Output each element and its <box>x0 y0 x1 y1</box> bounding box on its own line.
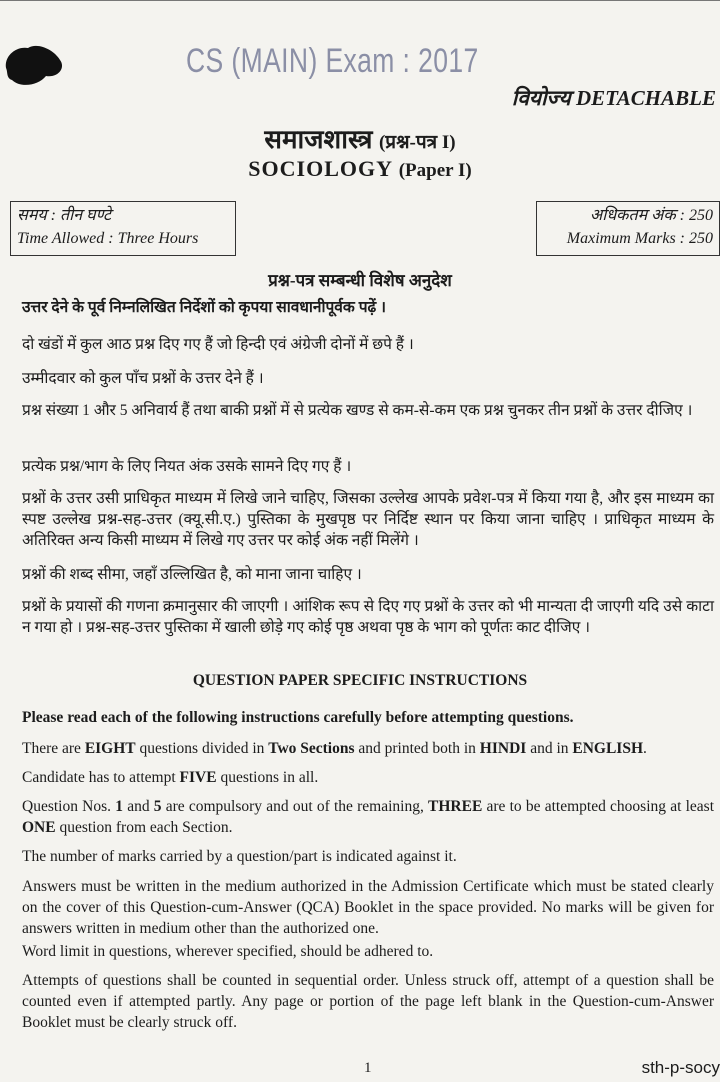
english-instructions-heading: QUESTION PAPER SPECIFIC INSTRUCTIONS <box>192 672 528 689</box>
hindi-instruction-5: प्रश्नों के उत्तर उसी प्राधिकृत माध्यम में लिखे जाने चाहिए, जिसका उल्लेख आपके प्रवेश-पत्र में किया गया है, और इस माध्यम का स्पष्ट उल्लेख प्रश्न-सह-उत्तर (क्यू.सी.ए.) पुस्तिका के मुखपृष्ठ पर निर्दिष्ट स्थान पर किया जाना चाहिए । प्राधिकृत माध्यम के अतिरिक्त अन्य किसी माध्यम में लिखे गए उत्तर पर कोई अंक नहीं मिलेंगे । <box>22 490 714 549</box>
hindi-instruction-4: प्रत्येक प्रश्न/भाग के लिए नियत अंक उसके सामने दिए गए हैं । <box>22 458 352 475</box>
detachable-label: वियोज्य DETACHABLE <box>511 86 716 110</box>
emphasis-one: ONE <box>22 819 56 836</box>
subject-name-hindi: समाजशास्त्र <box>264 125 373 154</box>
exam-stamp: CS (MAIN) Exam : 2017 <box>186 42 479 80</box>
english-lead: Please read each of the following instructions carefully before attempting questions. <box>22 709 574 726</box>
paper-number-hindi: (प्रश्न-पत्र I) <box>378 132 456 153</box>
hindi-instructions-heading: प्रश्न-पत्र सम्बन्धी विशेष अनुदेश <box>268 271 452 290</box>
english-instruction-4: The number of marks carried by a question/part is indicated against it. <box>22 848 457 865</box>
emphasis-english: ENGLISH <box>572 740 644 757</box>
emphasis-q1: 1 <box>115 798 123 815</box>
emphasis-two-sections: Two Sections <box>268 740 355 757</box>
english-instruction-2 <box>22 767 714 788</box>
emphasis-eight: EIGHT <box>84 740 136 757</box>
english-instruction-6: Word limit in questions, wherever specified, should be adhered to. <box>22 943 434 960</box>
text-span: questions in all. <box>216 769 319 786</box>
marks-english: Maximum Marks : 250 <box>566 230 713 247</box>
hindi-lead: उत्तर देने के पूर्व निम्नलिखित निर्देशों को कृपया सावधानीपूर्वक पढ़ें । <box>22 299 386 316</box>
ink-blot-mark <box>2 40 66 92</box>
text-span: are compulsory and out of the remaining, <box>161 798 429 815</box>
time-english: Time Allowed : Three Hours <box>17 230 199 247</box>
subject-name-english: SOCIOLOGY <box>248 156 393 181</box>
english-instruction-1 <box>22 738 714 759</box>
english-instruction-7: Attempts of questions shall be counted in sequential order. Unless struck off, attempt of a question shall be counted even if attempted partly. Any page or portion of the page left blank in the Question-cum-Answer Booklet must be clearly struck off. <box>22 972 714 1031</box>
emphasis-hindi: HINDI <box>479 740 527 757</box>
text-span: and in <box>526 740 573 757</box>
hindi-instruction-2: उम्मीदवार को कुल पाँच प्रश्नों के उत्तर देने हैं । <box>22 370 264 387</box>
text-span: are to be attempted choosing at least <box>482 798 715 815</box>
subject-title-hindi <box>0 120 720 156</box>
english-instruction-5: Answers must be written in the medium authorized in the Admission Certificate which must be stated clearly on the cover of this Question-cum-Answer (QCA) Booklet in the space provided. No marks will be given for answers written in medium other than the authorized one. <box>22 878 714 937</box>
emphasis-five: FIVE <box>179 769 217 786</box>
paper-code: sth-p-socy <box>641 1058 720 1077</box>
time-allowed-box <box>10 201 236 256</box>
text-span: . <box>643 740 647 757</box>
page-top-edge <box>0 0 720 1</box>
text-span: and printed both in <box>354 740 480 757</box>
text-span: questions divided in <box>135 740 269 757</box>
text-span: question from each Section. <box>55 819 233 836</box>
hindi-instruction-3: प्रश्न संख्या 1 और 5 अनिवार्य हैं तथा बाकी प्रश्नों में से प्रत्येक खण्ड से कम-से-कम एक प्रश्न चुनकर तीन प्रश्नों के उत्तर दीजिए । <box>22 402 693 419</box>
time-hindi: समय : तीन घण्टे <box>17 207 112 224</box>
text-span: Candidate has to attempt <box>22 769 180 786</box>
hindi-instruction-7: प्रश्नों के प्रयासों की गणना क्रमानुसार की जाएगी । आंशिक रूप से दिए गए प्रश्नों के उत्तर को भी मान्यता दी जाएगी यदि उसे काटा न गया हो । प्रश्न-सह-उत्तर पुस्तिका में खाली छोड़े गए कोई पृष्ठ अथवा पृष्ठ के भाग को पूर्णतः काट दीजिए । <box>22 598 714 636</box>
paper-number-english: (Paper I) <box>398 160 472 181</box>
subject-title-english <box>0 156 720 182</box>
text-span: Question Nos. <box>22 798 116 815</box>
emphasis-three: THREE <box>428 798 483 815</box>
page-number: 1 <box>364 1060 372 1076</box>
marks-hindi: अधिकतम अंक : 250 <box>589 207 713 224</box>
english-instruction-3 <box>22 796 714 838</box>
text-span: and <box>122 798 154 815</box>
text-span: There are <box>22 740 85 757</box>
max-marks-box <box>536 201 720 256</box>
hindi-instruction-6: प्रश्नों की शब्द सीमा, जहाँ उल्लिखित है, को माना जाना चाहिए । <box>22 566 362 583</box>
emphasis-q5: 5 <box>153 798 162 815</box>
hindi-instruction-1: दो खंडों में कुल आठ प्रश्न दिए गए हैं जो हिन्दी एवं अंग्रेजी दोनों में छपे हैं । <box>22 336 414 353</box>
